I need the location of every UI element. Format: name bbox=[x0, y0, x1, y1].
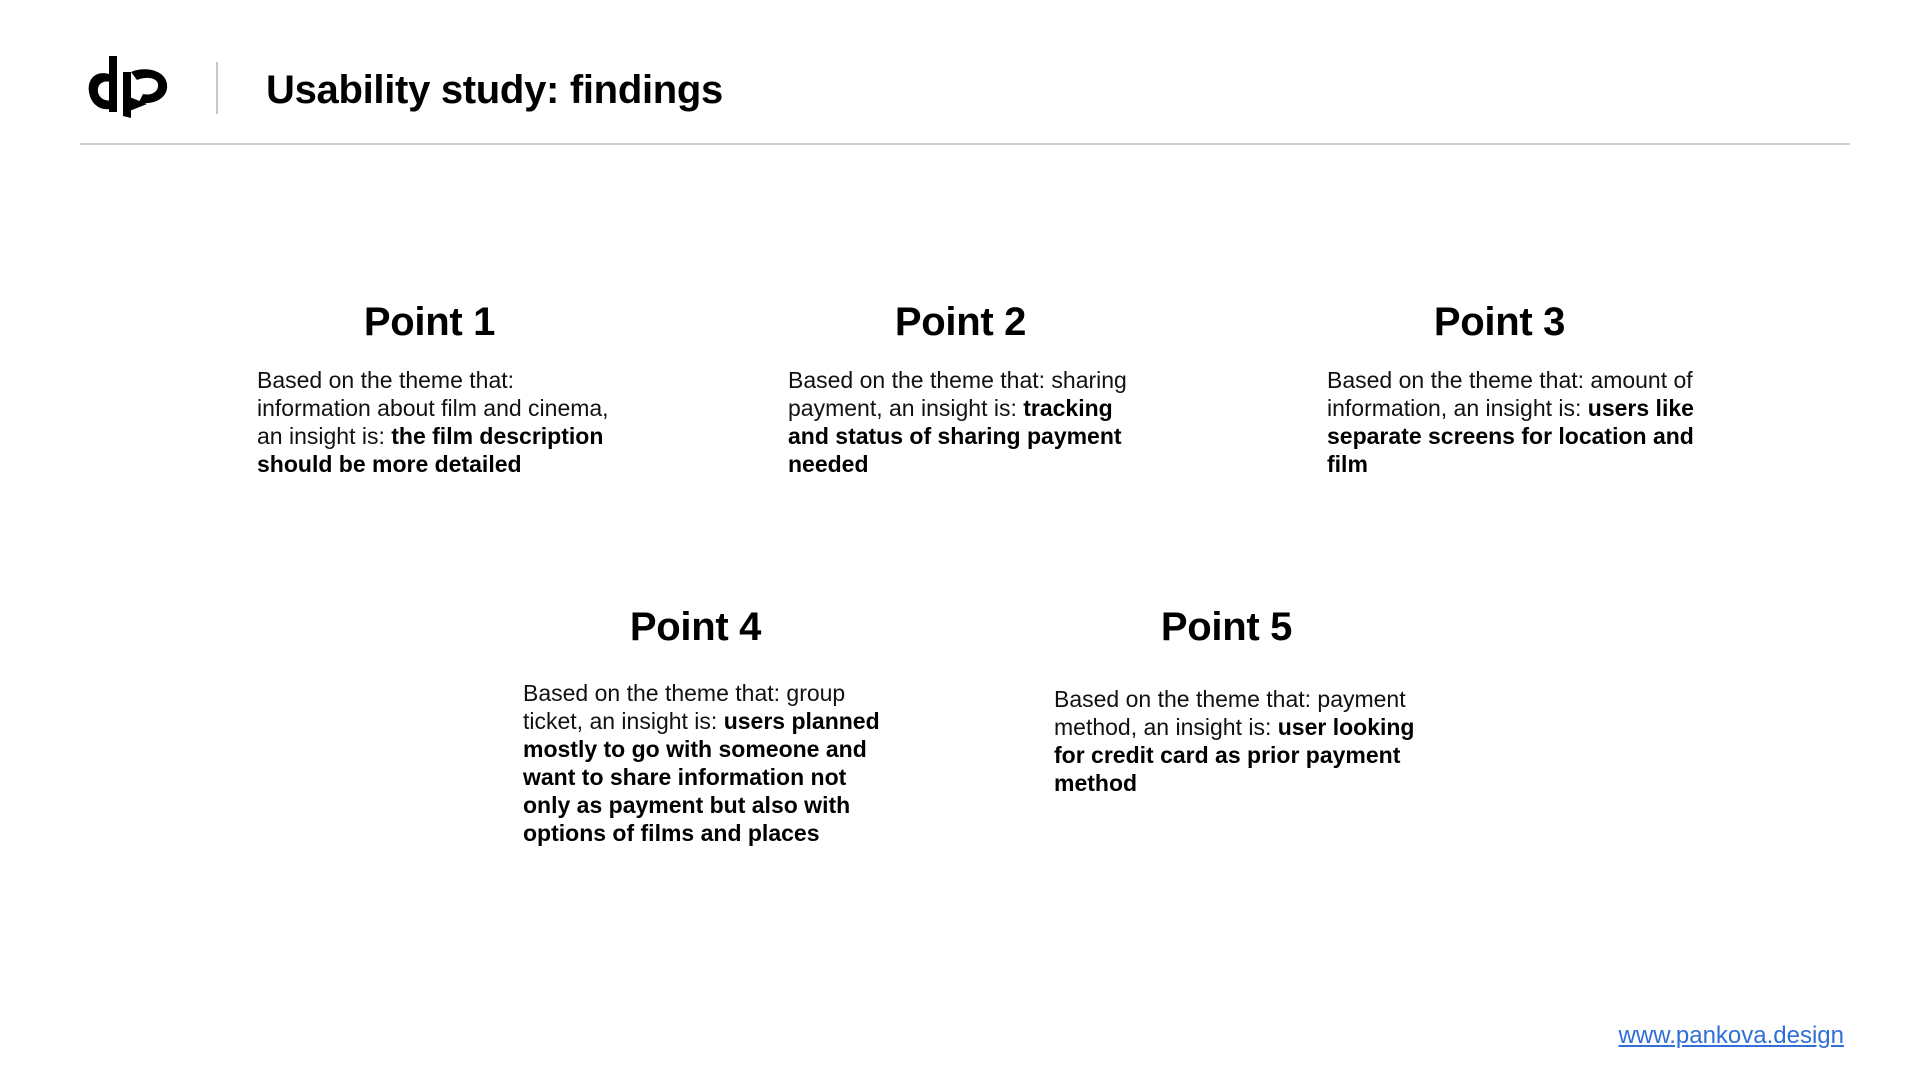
point-text bbox=[1054, 685, 1429, 797]
point-text bbox=[523, 679, 888, 847]
point-card-1 bbox=[257, 298, 617, 478]
point-heading: Point 2 bbox=[894, 300, 1027, 344]
theme-text: Based on the theme that: payment method, an insight is: bbox=[1054, 686, 1406, 740]
dp-logo-icon bbox=[87, 52, 173, 118]
point-card-3 bbox=[1327, 298, 1707, 478]
point-card-4 bbox=[523, 603, 888, 847]
point-heading: Point 1 bbox=[363, 300, 496, 344]
point-text bbox=[1327, 366, 1707, 478]
insight-text: users like separate screens for location and film bbox=[1327, 395, 1694, 477]
theme-text: Based on the theme that: group ticket, an insight is: bbox=[523, 680, 846, 734]
point-heading: Point 3 bbox=[1433, 300, 1566, 344]
point-card-2 bbox=[788, 298, 1148, 478]
page-title: Usability study: findings bbox=[266, 68, 723, 112]
insight-text: user looking for credit card as prior payment method bbox=[1054, 714, 1415, 796]
point-heading: Point 4 bbox=[629, 605, 762, 649]
website-link[interactable]: www.pankova.design bbox=[1618, 1022, 1844, 1049]
theme-text: Based on the theme that: information about film and cinema, an insight is: bbox=[257, 367, 609, 449]
point-heading: Point 5 bbox=[1160, 605, 1293, 649]
theme-text: Based on the theme that: sharing payment, an insight is: bbox=[788, 367, 1127, 421]
point-text bbox=[788, 366, 1148, 478]
title-divider bbox=[216, 62, 218, 114]
point-text bbox=[257, 366, 617, 478]
header-divider bbox=[80, 143, 1850, 145]
insight-text: users planned mostly to go with someone and want to share information not only as payment but also with options of films and places bbox=[523, 708, 880, 846]
point-card-5 bbox=[1054, 603, 1429, 797]
insight-text: the film description should be more detailed bbox=[257, 423, 604, 477]
theme-text: Based on the theme that: amount of information, an insight is: bbox=[1327, 367, 1693, 421]
insight-text: tracking and status of sharing payment needed bbox=[788, 395, 1122, 477]
